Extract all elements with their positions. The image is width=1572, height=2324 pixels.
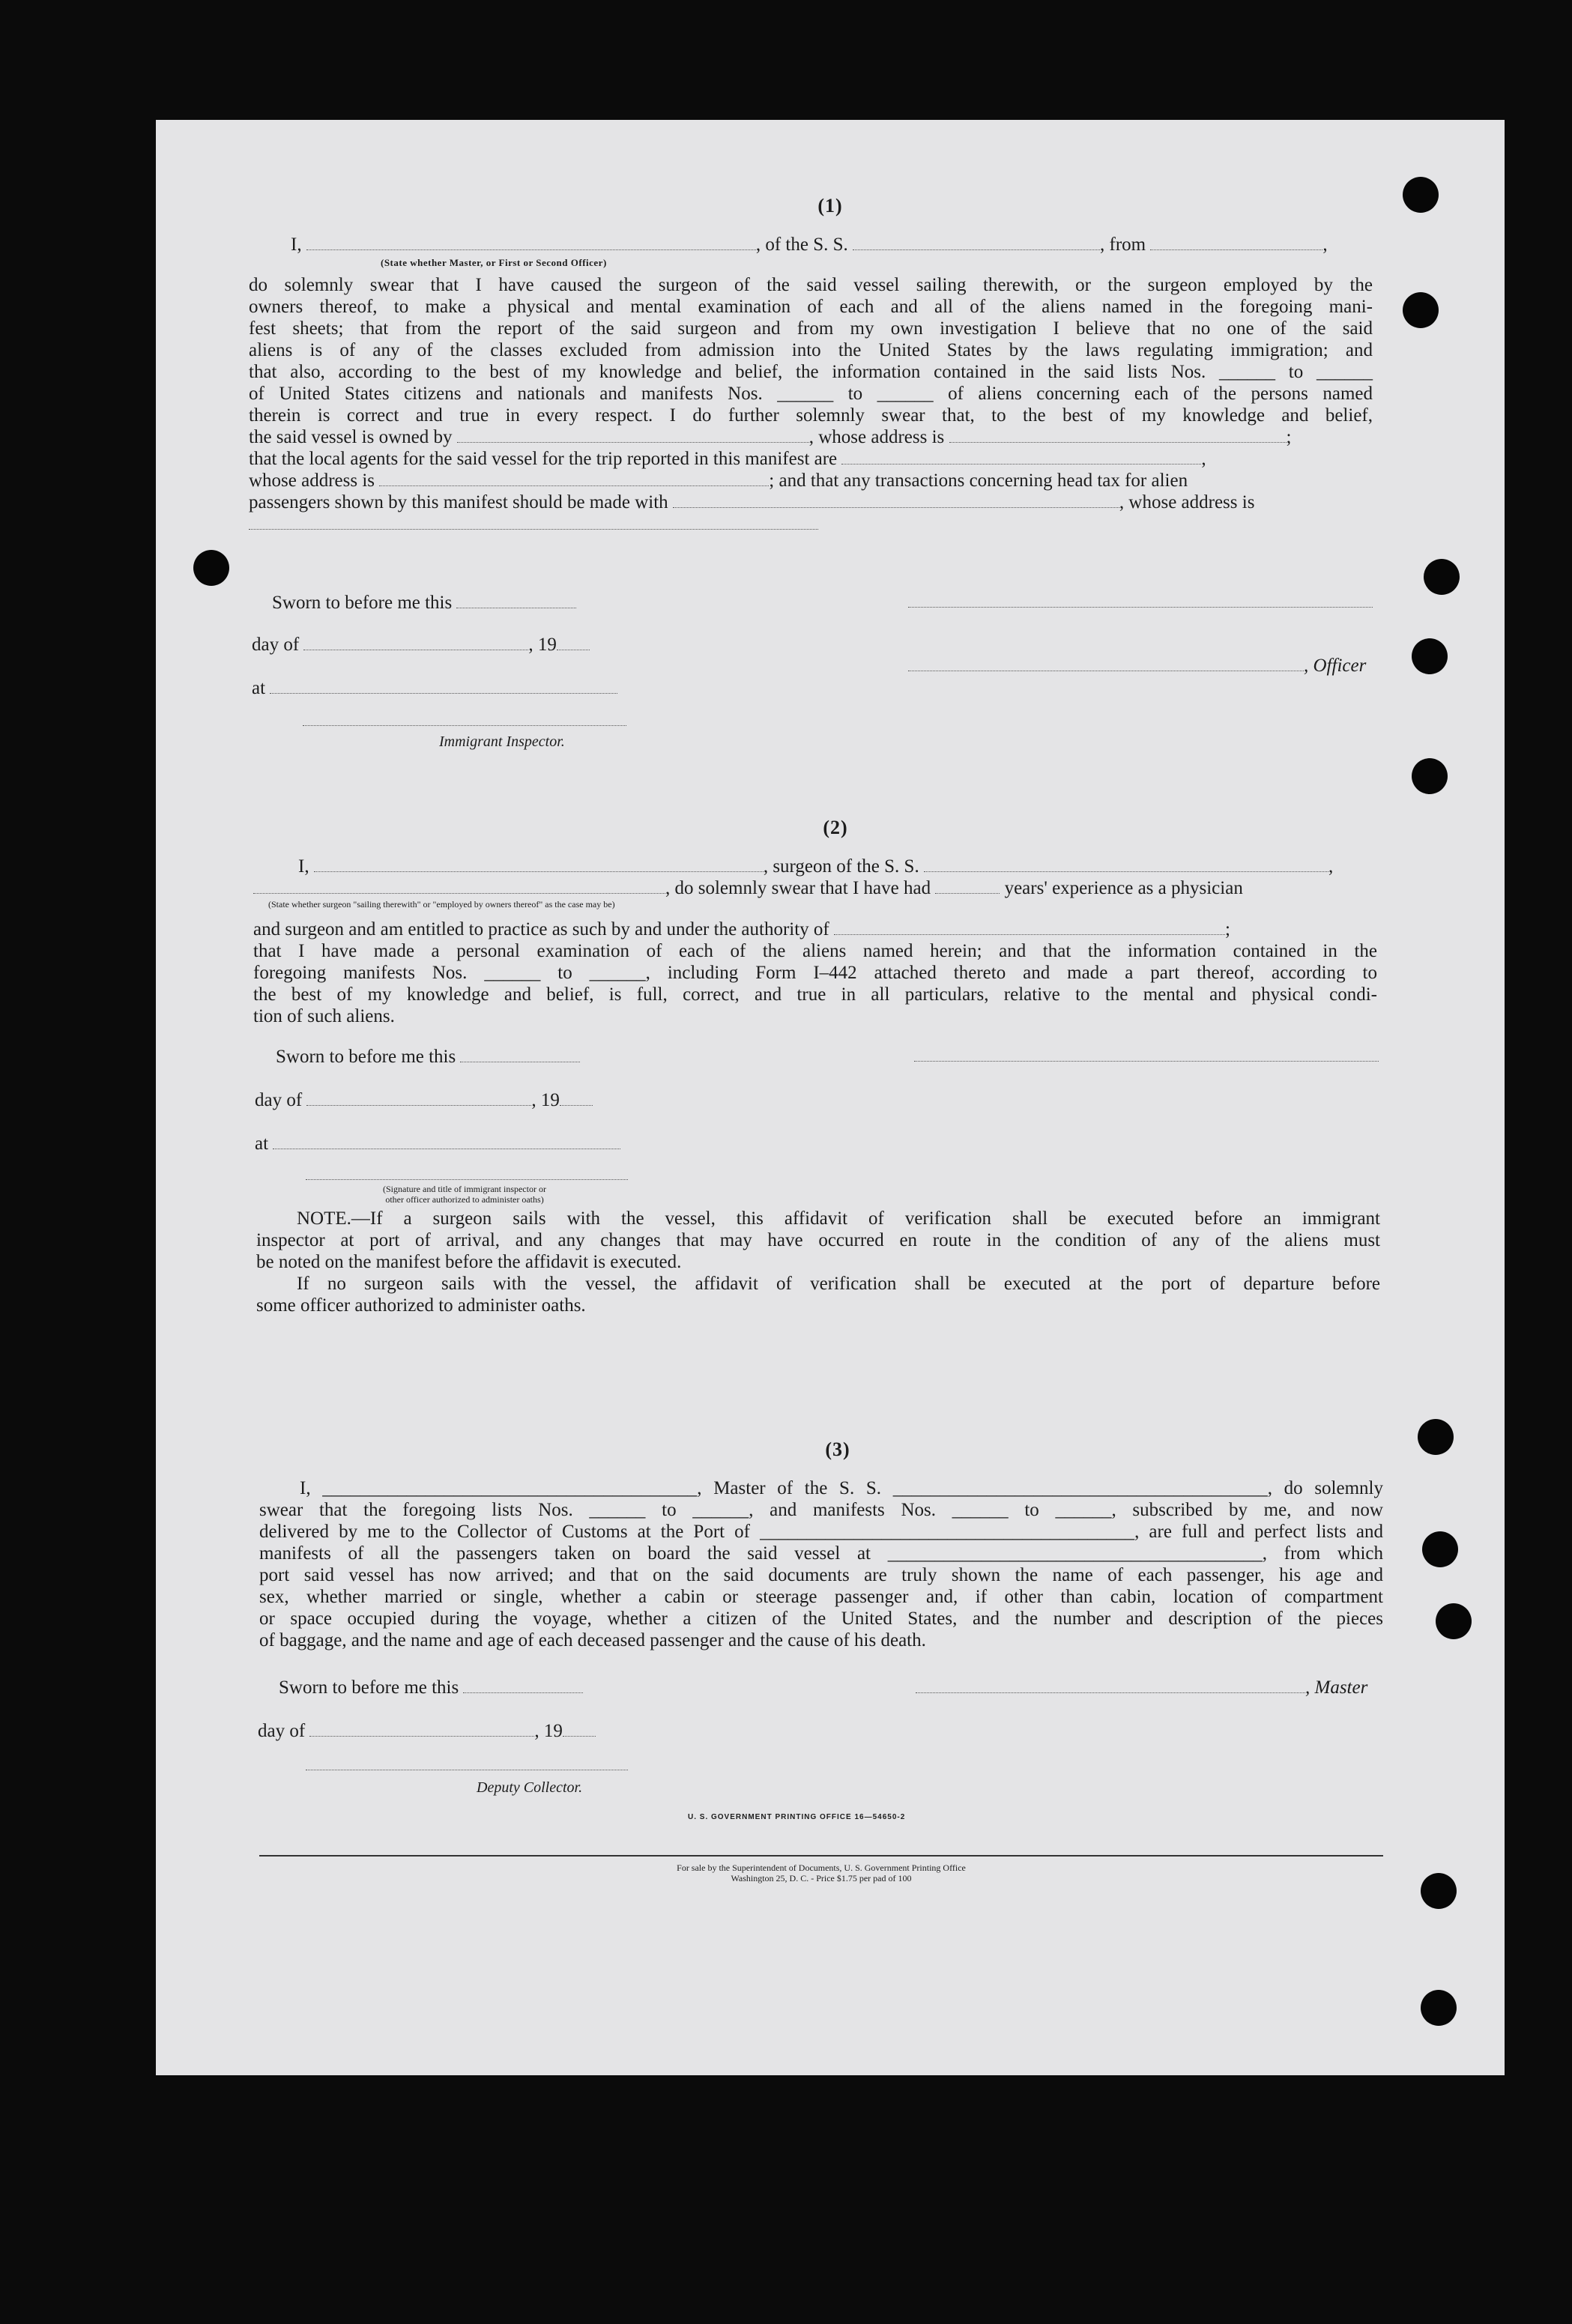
label: , bbox=[1322, 234, 1328, 255]
sworn-date-field[interactable] bbox=[456, 593, 576, 608]
note-line: be noted on the manifest before the affidavit is executed. bbox=[256, 1252, 682, 1272]
para-line: delivered by me to the Collector of Customs at the Port of ________________________________________, are full and perfect lists and bbox=[259, 1522, 1383, 1542]
para-line: manifests of all the passengers taken on board the said vessel at ________________________________________, from which bbox=[259, 1543, 1383, 1564]
label: , whose address is bbox=[1119, 492, 1255, 512]
para-line: or space occupied during the voyage, whether a citizen of the United States, and the number and description of the pieces bbox=[259, 1609, 1383, 1629]
sworn-date-field[interactable] bbox=[463, 1677, 583, 1693]
day-field[interactable] bbox=[309, 1721, 534, 1737]
form-page bbox=[156, 120, 1505, 2075]
para-line: that I have made a personal examination of each of the aliens named herein; and that the information contained in the bbox=[253, 941, 1377, 961]
agents-field[interactable] bbox=[841, 449, 1201, 465]
label: ; and that any transactions concerning head tax for alien bbox=[769, 470, 1188, 491]
label: , surgeon of the S. S. bbox=[763, 856, 919, 877]
para-line: do solemnly swear that I have caused the surgeon of the said vessel sailing therewith, or the surgeon employed by the bbox=[249, 275, 1373, 295]
label: Sworn to before me this bbox=[276, 1047, 456, 1067]
surgeon-signature-line[interactable] bbox=[914, 1046, 1379, 1065]
collector-signature-line[interactable] bbox=[306, 1755, 628, 1774]
field-caption: (State whether surgeon "sailing therewith" or "employed by owners thereof" as the case may be) bbox=[268, 899, 615, 910]
agents-line: that the local agents for the said vessel for the trip reported in this manifest are , bbox=[249, 449, 1206, 469]
para-line: fest sheets; that from the report of the said surgeon and from my own investigation I believe that no one of the said bbox=[249, 318, 1373, 339]
officer-signature-field[interactable] bbox=[908, 656, 1304, 671]
field-caption: (State whether Master, or First or Second Officer) bbox=[381, 257, 607, 268]
head-tax-contact-field[interactable] bbox=[673, 492, 1119, 508]
officer-signature-line bbox=[908, 655, 1366, 677]
surgeon-paragraph bbox=[253, 940, 1377, 1027]
owner-field[interactable] bbox=[457, 427, 809, 443]
inspector-signature-line[interactable] bbox=[306, 1164, 628, 1184]
label: I, bbox=[298, 856, 309, 877]
label: and surgeon and am entitled to practice as such by and under the authority of bbox=[253, 919, 829, 939]
head-tax-line bbox=[249, 491, 1505, 513]
head-tax-address-line bbox=[249, 513, 1505, 535]
signature-caption bbox=[315, 1184, 614, 1205]
agents-address-line bbox=[249, 470, 1505, 491]
departure-port-field[interactable] bbox=[1150, 234, 1322, 250]
year-field[interactable] bbox=[557, 635, 590, 650]
experience-line bbox=[253, 877, 1505, 899]
footer-line: Washington 25, D. C. - Price $1.75 per pad of 100 bbox=[731, 1873, 912, 1883]
note-line: some officer authorized to administer oaths. bbox=[256, 1295, 586, 1316]
label: the said vessel is owned by bbox=[249, 427, 453, 447]
sworn-line bbox=[276, 1046, 580, 1068]
label: , whose address is bbox=[808, 427, 945, 447]
at-line bbox=[252, 677, 617, 699]
vessel-name-field[interactable] bbox=[853, 234, 1100, 250]
surgeon-name-field[interactable] bbox=[314, 856, 764, 872]
label: , from bbox=[1100, 234, 1146, 255]
para-line: that also, according to the best of my knowledge and belief, the information contained in the said lists Nos. ______ to ______ bbox=[249, 362, 1373, 382]
gpo-code: U. S. GOVERNMENT PRINTING OFFICE 16—54650-2 bbox=[688, 1813, 906, 1821]
para-line: I, ________________________________________, Master of the S. S. ________________________________________, do solemnly bbox=[300, 1478, 1383, 1498]
punch-hole-icon bbox=[1412, 758, 1448, 794]
caption-line: (Signature and title of immigrant inspector or bbox=[383, 1184, 546, 1194]
oath-paragraph bbox=[249, 274, 1373, 426]
agents-address-field[interactable] bbox=[379, 470, 769, 486]
at-line bbox=[255, 1133, 620, 1155]
para-line: aliens is of any of the classes excluded from admission into the United States by the laws regulating immigration; and bbox=[249, 340, 1373, 360]
label: at bbox=[252, 678, 266, 698]
surgeon-line: I, , surgeon of the S. S. , bbox=[298, 856, 1334, 877]
para-line: owners thereof, to make a physical and mental examination of each and all of the aliens named in the foregoing mani- bbox=[249, 297, 1373, 317]
label: Sworn to before me this bbox=[272, 593, 453, 613]
label: , 19 bbox=[534, 1721, 563, 1741]
note-block bbox=[256, 1208, 1380, 1316]
label: day of bbox=[258, 1721, 306, 1741]
master-paragraph bbox=[259, 1477, 1383, 1651]
surgeon-status-field[interactable] bbox=[253, 878, 665, 894]
para-line: sex, whether married or single, whether a cabin or steerage passenger and, if other than cabin, location of compartment bbox=[259, 1587, 1383, 1607]
inspector-signature-line[interactable] bbox=[303, 710, 626, 730]
authority-field[interactable] bbox=[834, 919, 1225, 935]
oath-line bbox=[291, 234, 1505, 255]
label: , of the S. S. bbox=[755, 234, 848, 255]
label: at bbox=[255, 1134, 269, 1154]
para-line: of United States citizens and nationals and manifests Nos. ______ to ______ of aliens concerning each of the persons named bbox=[249, 384, 1373, 404]
section-number: (2) bbox=[823, 817, 848, 838]
para-line: port said vessel has now arrived; and that on the said documents are truly shown the name of each passenger, his age and bbox=[259, 1565, 1383, 1585]
label: whose address is bbox=[249, 470, 375, 491]
footer bbox=[259, 1862, 1383, 1883]
para-line: the best of my knowledge and belief, is full, correct, and true in all particulars, relative to the mental and physical condi- bbox=[253, 984, 1377, 1005]
location-field[interactable] bbox=[270, 678, 617, 694]
punch-hole-icon bbox=[193, 550, 229, 586]
owner-address-field[interactable] bbox=[949, 427, 1287, 443]
label: passengers shown by this manifest should be made with bbox=[249, 492, 668, 512]
day-field[interactable] bbox=[303, 635, 528, 650]
year-field[interactable] bbox=[563, 1721, 596, 1737]
section-1 bbox=[156, 195, 1505, 750]
master-signature-field[interactable] bbox=[916, 1677, 1305, 1693]
vessel-name-field[interactable] bbox=[924, 856, 1328, 872]
label: , 19 bbox=[531, 1090, 560, 1110]
officer-name-field[interactable] bbox=[306, 234, 756, 250]
punch-hole-icon bbox=[1412, 638, 1448, 674]
inspector-caption: Immigrant Inspector. bbox=[439, 733, 565, 750]
punch-hole-icon bbox=[1421, 1873, 1457, 1909]
day-line bbox=[255, 1089, 593, 1111]
note-line: NOTE.—If a surgeon sails with the vessel, this affidavit of verification shall be executed before an immigrant bbox=[297, 1208, 1380, 1229]
master-signature-line bbox=[916, 1677, 1367, 1698]
deputy-caption: Deputy Collector. bbox=[477, 1779, 583, 1796]
footer-rule bbox=[259, 1855, 1383, 1857]
day-line bbox=[252, 634, 590, 656]
head-tax-address-field[interactable] bbox=[249, 514, 818, 530]
label: day of bbox=[255, 1090, 303, 1110]
owner-line: the said vessel is owned by , whose address is ; bbox=[249, 427, 1292, 447]
section-number: (1) bbox=[817, 195, 843, 217]
section-3 bbox=[156, 1438, 1505, 1821]
para-line: tion of such aliens. bbox=[253, 1006, 395, 1026]
location-field[interactable] bbox=[273, 1134, 620, 1149]
master-label: , Master bbox=[1305, 1677, 1368, 1698]
label: , do solemnly swear that I have had bbox=[665, 878, 931, 898]
para-line: swear that the foregoing lists Nos. ______ to ______, and manifests Nos. ______ to ______, subscribed by me, and now bbox=[259, 1500, 1383, 1520]
label: day of bbox=[252, 635, 300, 655]
officer-label: , Officer bbox=[1304, 656, 1367, 676]
para-line: foregoing manifests Nos. ______ to ______, including Form I–442 attached thereto and made a part thereof, according to bbox=[253, 963, 1377, 983]
year-field[interactable] bbox=[560, 1090, 593, 1106]
footer-line: For sale by the Superintendent of Documents, U. S. Government Printing Office bbox=[677, 1862, 966, 1873]
note-line: If no surgeon sails with the vessel, the affidavit of verification shall be executed at the port of departure before bbox=[297, 1274, 1380, 1294]
authority-line: and surgeon and am entitled to practice as such by and under the authority of ; bbox=[253, 919, 1230, 939]
officer-signature-line-1[interactable] bbox=[908, 592, 1373, 611]
note-line: inspector at port of arrival, and any changes that may have occurred en route in the condition of any of the aliens must bbox=[256, 1230, 1380, 1250]
punch-hole-icon bbox=[1424, 559, 1460, 595]
para-line: therein is correct and true in every respect. I do further solemnly swear that, to the best of my knowledge and belief, bbox=[249, 405, 1373, 426]
day-field[interactable] bbox=[306, 1090, 531, 1106]
punch-hole-icon bbox=[1421, 1990, 1457, 2026]
years-field[interactable] bbox=[935, 878, 1000, 894]
label: that the local agents for the said vessel for the trip reported in this manifest are bbox=[249, 449, 838, 469]
para-line: of baggage, and the name and age of each deceased passenger and the cause of his death. bbox=[259, 1630, 926, 1650]
label: years' experience as a physician bbox=[1004, 878, 1243, 898]
label: I, bbox=[291, 234, 302, 255]
section-2 bbox=[156, 817, 1505, 1316]
caption-line: other officer authorized to administer oaths) bbox=[385, 1194, 544, 1205]
day-line bbox=[258, 1720, 596, 1742]
label: , 19 bbox=[528, 635, 557, 655]
sworn-line bbox=[279, 1677, 583, 1698]
label: Sworn to before me this bbox=[279, 1677, 459, 1698]
sworn-date-field[interactable] bbox=[460, 1047, 580, 1062]
section-number: (3) bbox=[825, 1438, 850, 1460]
sworn-line bbox=[272, 592, 576, 614]
